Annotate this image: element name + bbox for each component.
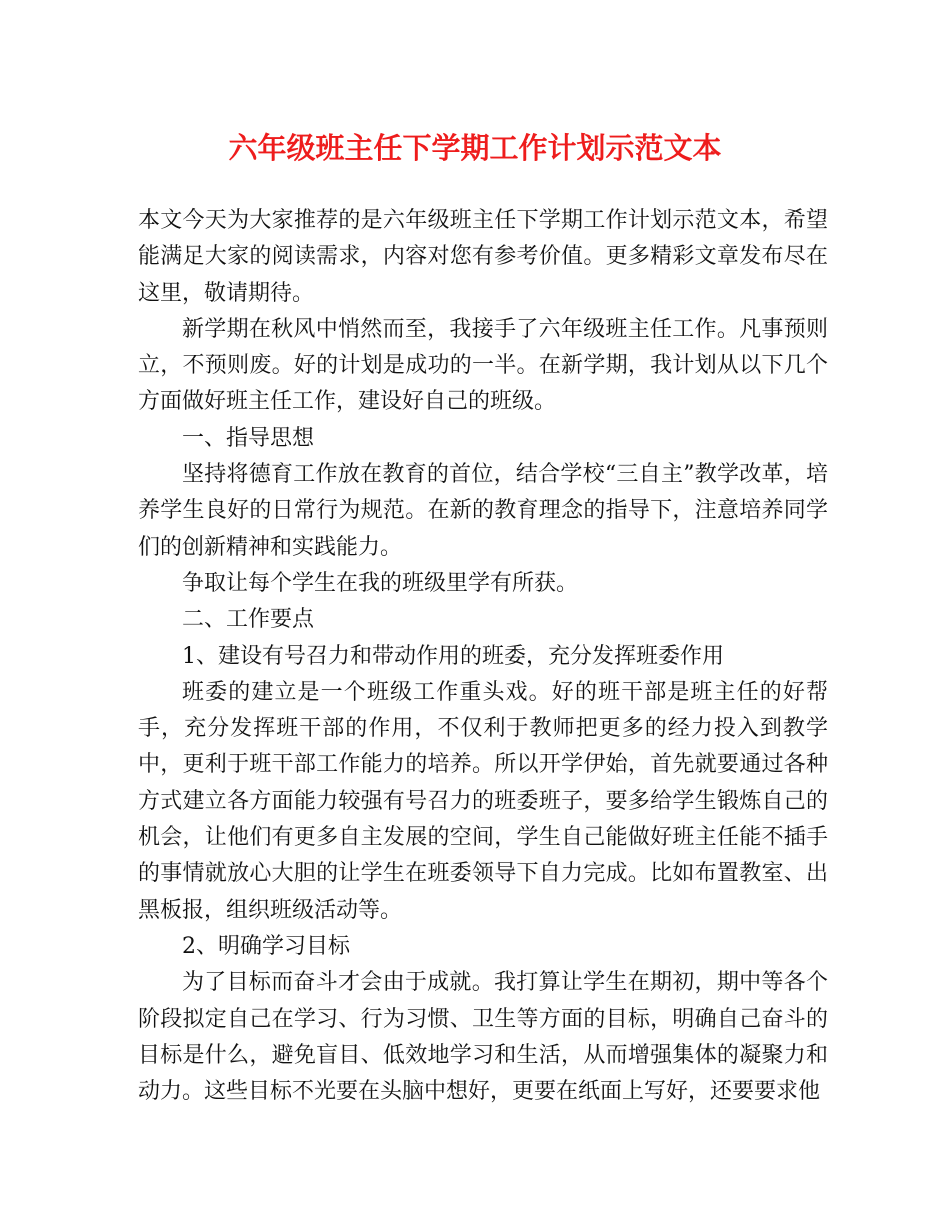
section-heading-guiding-thought: 一、指导思想	[182, 425, 315, 451]
subheading-class-committee: 1、建设有号召力和带动作用的班委，充分发挥班委作用	[182, 643, 724, 669]
document-title: 六年级班主任下学期工作计划示范文本	[228, 131, 722, 165]
paragraph-goal: 争取让每个学生在我的班级里学有所获。	[182, 570, 579, 596]
paragraph-guiding-thought: 坚持将德育工作放在教育的首位，结合学校“三自主”教学改革，培养学生良好的日常行为规范。在新的教育理念的指导下，注意培养同学们的创新精神和实践能力。	[138, 462, 828, 560]
document-body	[138, 203, 828, 1110]
subheading-learning-goals: 2、明确学习目标	[182, 933, 350, 959]
paragraph-intro: 本文今天为大家推荐的是六年级班主任下学期工作计划示范文本，希望能满足大家的阅读需求，内容对您有参考价值。更多精彩文章发布尽在这里，敬请期待。	[138, 208, 828, 306]
paragraph-opening: 新学期在秋风中悄然而至，我接手了六年级班主任工作。凡事预则立，不预则废。好的计划是成功的一半。在新学期，我计划从以下几个方面做好班主任工作，建设好自己的班级。	[138, 316, 828, 415]
paragraph-class-committee: 班委的建立是一个班级工作重头戏。好的班干部是班主任的好帮手，充分发挥班干部的作用，不仅利于教师把更多的经力投入到教学中，更利于班干部工作能力的培养。所以开学伊始，首先就要通过各种方式建立各方面能力较强有号召力的班委班子，要多给学生锻炼自己的机会，让他们有更多自主发展的空间，学生自己能做好班主任能不插手的事情就放心大胆的让学生在班委领导下自力完成。比如布置教室、出黑板报，组织班级活动等。	[138, 679, 828, 923]
section-heading-work-points: 二、工作要点	[182, 607, 315, 633]
paragraph-learning-goals: 为了目标而奋斗才会由于成就。我打算让学生在期初，期中等各个阶段拟定自己在学习、行为习惯、卫生等方面的目标，明确自己奋斗的目标是什么，避免盲目、低效地学习和生活，从而增强集体的凝聚力和动力。这些目标不光要在头脑中想好，更要在纸面上写好，还要要求他	[138, 970, 828, 1105]
